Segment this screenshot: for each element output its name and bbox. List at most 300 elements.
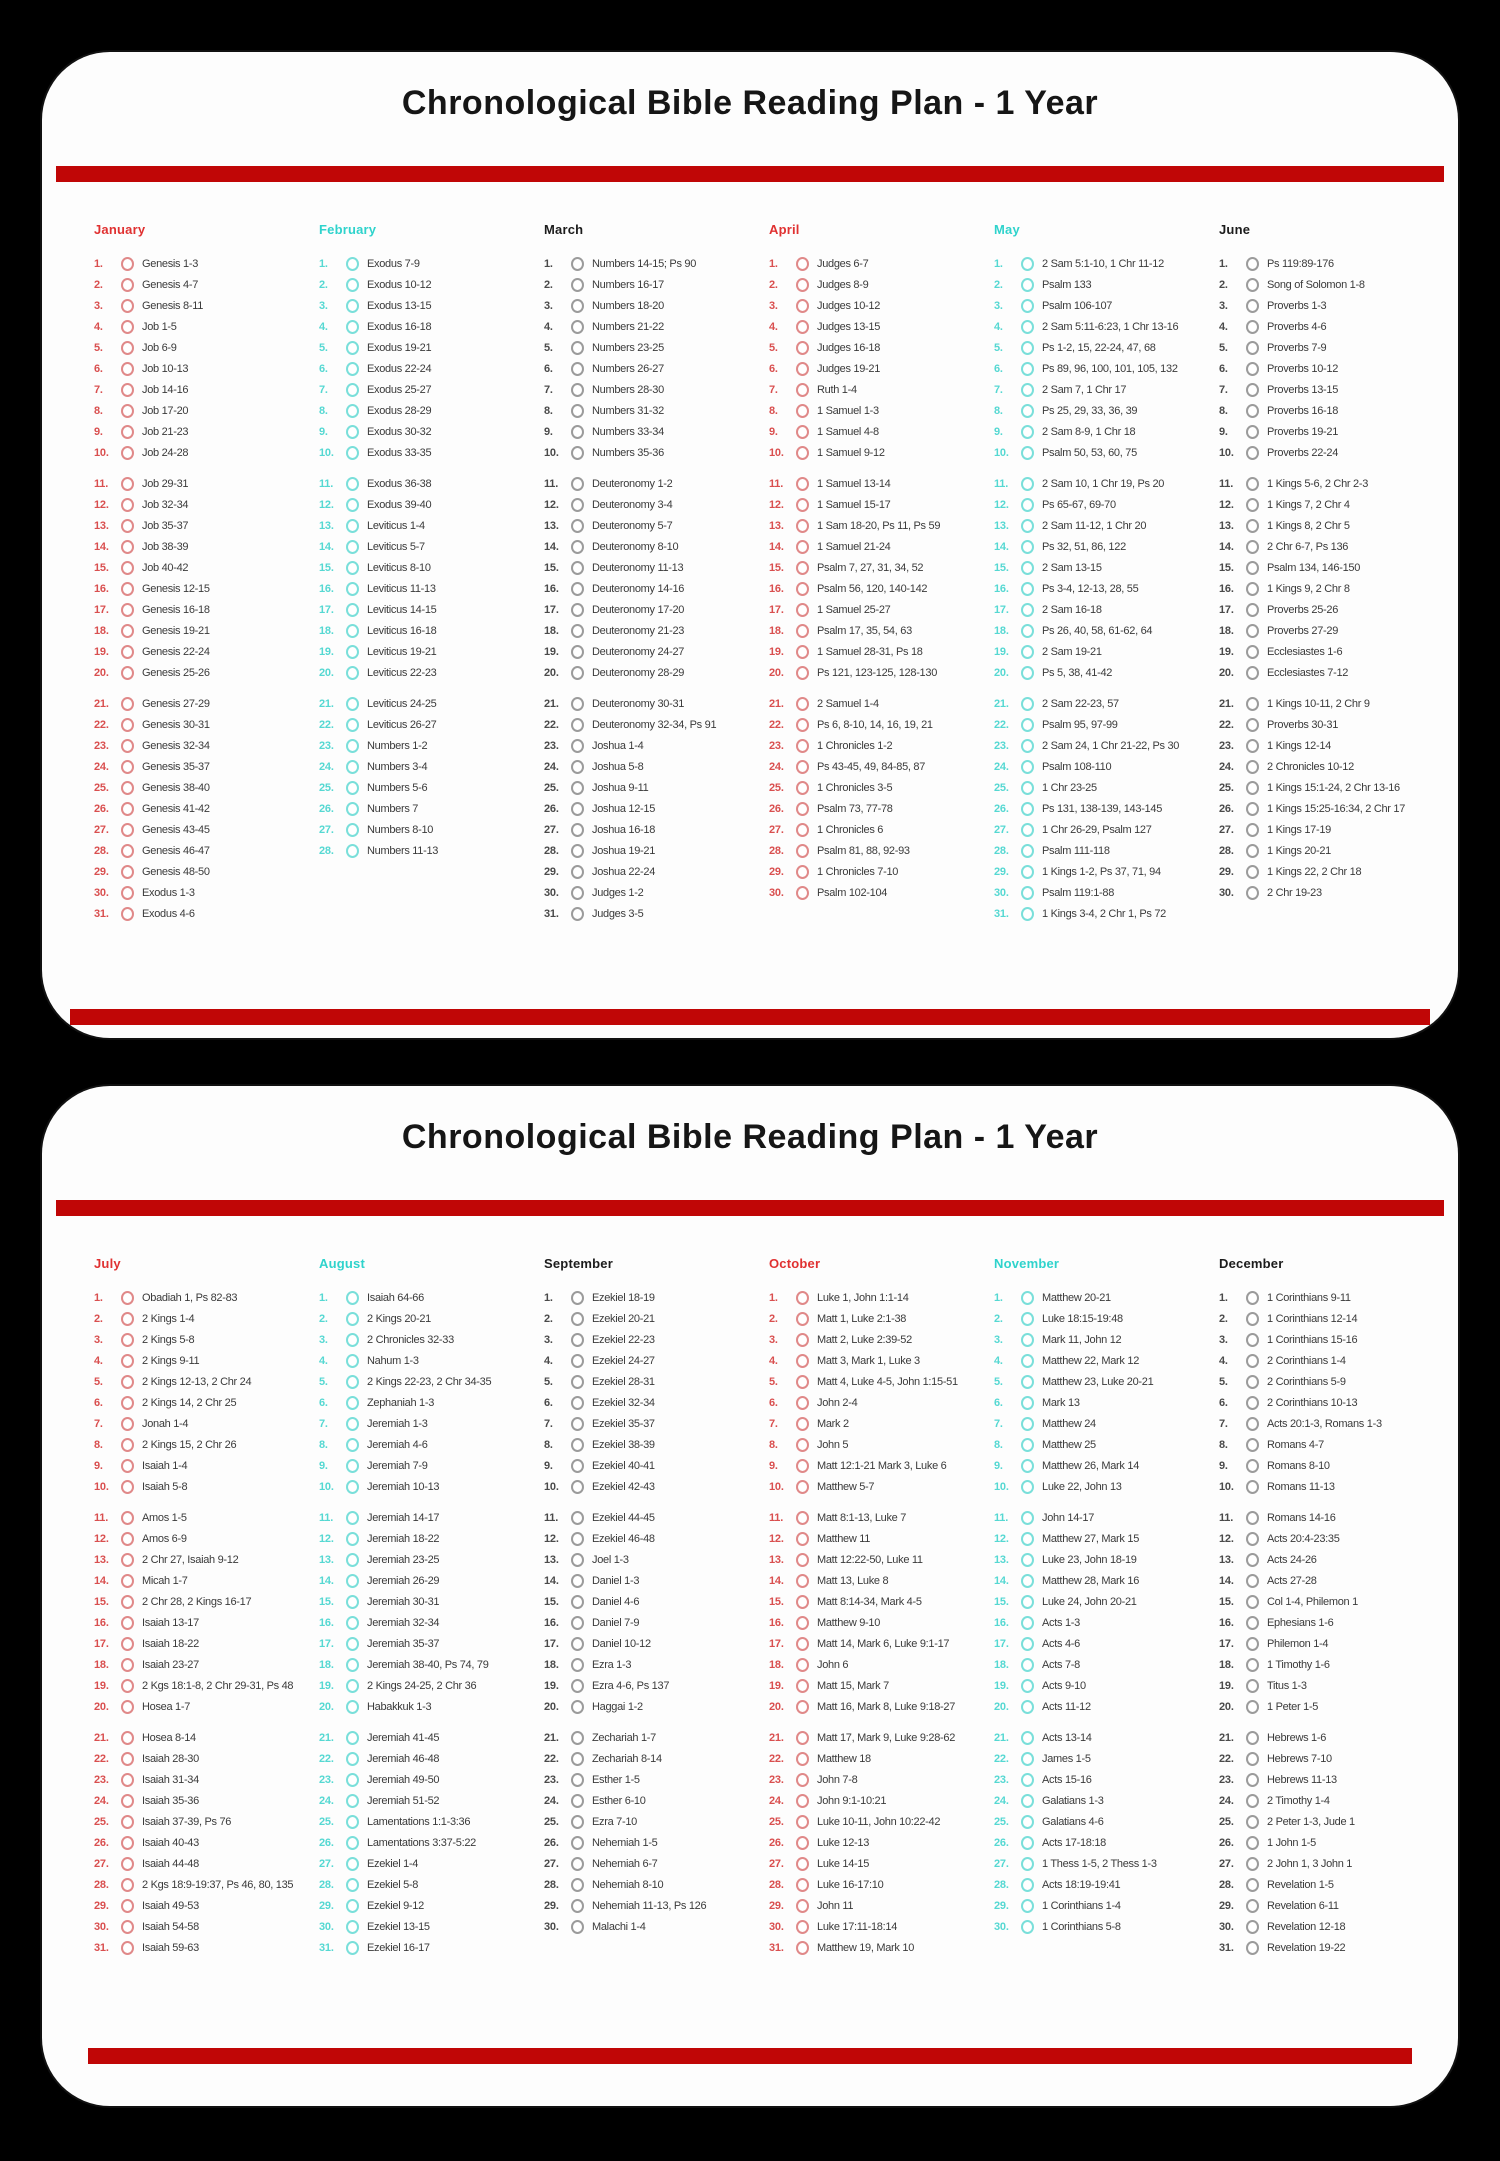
- reading-row: [319, 400, 540, 421]
- day-number: 24.: [94, 1794, 109, 1807]
- reading-row: [769, 578, 990, 599]
- check-circle-icon: [1021, 540, 1034, 554]
- check-circle-icon: [1246, 362, 1259, 376]
- check-circle-icon: [1246, 1773, 1259, 1787]
- day-number: 24.: [544, 1794, 559, 1807]
- reading-text: John 6: [817, 1658, 849, 1671]
- reading-text: Psalm 119:1-88: [1042, 886, 1115, 899]
- reading-row: [1219, 1329, 1440, 1350]
- reading-text: Jeremiah 4-6: [367, 1438, 428, 1451]
- check-circle-icon: [346, 1312, 359, 1326]
- day-number: 16.: [94, 1616, 109, 1629]
- month-header: January: [94, 222, 146, 237]
- day-number: 17.: [319, 603, 334, 616]
- reading-text: Matt 12:1-21 Mark 3, Luke 6: [817, 1459, 947, 1472]
- reading-text: Isaiah 1-4: [142, 1459, 188, 1472]
- reading-row: [544, 578, 765, 599]
- reading-row: [994, 494, 1215, 515]
- reading-row: [1219, 1413, 1440, 1434]
- reading-text: Acts 13-14: [1042, 1731, 1092, 1744]
- reading-row: [319, 1727, 540, 1748]
- day-number: 28.: [94, 844, 109, 857]
- reading-row: [544, 1329, 765, 1350]
- check-circle-icon: [1246, 1595, 1259, 1609]
- reading-text: Jeremiah 23-25: [367, 1553, 440, 1566]
- reading-text: Matthew 19, Mark 10: [817, 1941, 915, 1954]
- reading-row: [994, 1570, 1215, 1591]
- check-circle-icon: [121, 320, 134, 334]
- day-number: 13.: [769, 519, 784, 532]
- reading-row: [94, 735, 315, 756]
- check-circle-icon: [1246, 1396, 1259, 1410]
- check-circle-icon: [1246, 1459, 1259, 1473]
- reading-text: Matt 14, Mark 6, Luke 9:1-17: [817, 1637, 950, 1650]
- reading-text: Exodus 22-24: [367, 362, 432, 375]
- check-circle-icon: [1246, 1658, 1259, 1672]
- reading-row: [319, 1612, 540, 1633]
- day-number: 3.: [994, 299, 1003, 312]
- check-circle-icon: [1021, 1700, 1034, 1714]
- reading-row: [1219, 861, 1440, 882]
- reading-row: [1219, 253, 1440, 274]
- day-number: 10.: [94, 1480, 109, 1493]
- check-circle-icon: [1021, 383, 1034, 397]
- reading-text: 2 Kings 24-25, 2 Chr 36: [367, 1679, 477, 1692]
- reading-row: [1219, 1790, 1440, 1811]
- check-circle-icon: [346, 1700, 359, 1714]
- reading-text: Proverbs 13-15: [1267, 383, 1339, 396]
- day-number: 26.: [94, 802, 109, 815]
- day-number: 3.: [94, 1333, 103, 1346]
- day-number: 21.: [94, 1731, 109, 1744]
- reading-row: [1219, 1895, 1440, 1916]
- reading-text: 1 Chronicles 1-2: [817, 739, 893, 752]
- reading-row: [319, 536, 540, 557]
- reading-row: [769, 379, 990, 400]
- reading-row: [319, 1916, 540, 1937]
- check-circle-icon: [346, 383, 359, 397]
- day-number: 8.: [94, 404, 103, 417]
- check-circle-icon: [121, 383, 134, 397]
- check-circle-icon: [346, 1941, 359, 1955]
- reading-row: [544, 295, 765, 316]
- reading-row: [319, 1895, 540, 1916]
- day-number: 2.: [994, 1312, 1003, 1325]
- reading-text: Acts 1-3: [1042, 1616, 1080, 1629]
- day-number: 25.: [319, 1815, 334, 1828]
- check-circle-icon: [121, 1480, 134, 1494]
- reading-row: [769, 557, 990, 578]
- day-number: 29.: [769, 865, 784, 878]
- check-circle-icon: [346, 718, 359, 732]
- day-number: 27.: [1219, 823, 1234, 836]
- day-number: 8.: [544, 404, 553, 417]
- reading-row: [769, 1874, 990, 1895]
- check-circle-icon: [796, 1574, 809, 1588]
- reading-text: Joshua 16-18: [592, 823, 656, 836]
- reading-text: Revelation 1-5: [1267, 1878, 1334, 1891]
- check-circle-icon: [796, 823, 809, 837]
- reading-row: [994, 693, 1215, 714]
- reading-row: [1219, 1350, 1440, 1371]
- reading-text: Matthew 25: [1042, 1438, 1096, 1451]
- reading-row: [1219, 882, 1440, 903]
- month-header: July: [94, 1256, 121, 1271]
- check-circle-icon: [121, 1899, 134, 1913]
- reading-row: [94, 1287, 315, 1308]
- reading-row: [94, 274, 315, 295]
- reading-row: [319, 1476, 540, 1497]
- reading-text: Psalm 134, 146-150: [1267, 561, 1361, 574]
- check-circle-icon: [121, 844, 134, 858]
- day-number: 16.: [769, 1616, 784, 1629]
- day-number: 17.: [94, 603, 109, 616]
- check-circle-icon: [796, 1417, 809, 1431]
- check-circle-icon: [571, 697, 584, 711]
- reading-row: [319, 693, 540, 714]
- reading-text: Hebrews 1-6: [1267, 1731, 1327, 1744]
- check-circle-icon: [346, 1532, 359, 1546]
- day-number: 29.: [319, 1899, 334, 1912]
- reading-text: Numbers 11-13: [367, 844, 439, 857]
- day-number: 24.: [1219, 1794, 1234, 1807]
- reading-row: [319, 599, 540, 620]
- reading-text: Leviticus 24-25: [367, 697, 437, 710]
- day-number: 22.: [319, 1752, 334, 1765]
- check-circle-icon: [796, 1333, 809, 1347]
- check-circle-icon: [1021, 1312, 1034, 1326]
- day-number: 24.: [319, 760, 334, 773]
- reading-text: Ezra 4-6, Ps 137: [592, 1679, 670, 1692]
- reading-text: Isaiah 28-30: [142, 1752, 199, 1765]
- reading-row: [94, 253, 315, 274]
- reading-row: [94, 1916, 315, 1937]
- check-circle-icon: [796, 1616, 809, 1630]
- reading-text: Titus 1-3: [1267, 1679, 1307, 1692]
- check-circle-icon: [121, 1637, 134, 1651]
- day-number: 29.: [1219, 865, 1234, 878]
- check-circle-icon: [121, 1616, 134, 1630]
- reading-text: Ps 121, 123-125, 128-130: [817, 666, 938, 679]
- day-number: 11.: [319, 477, 334, 490]
- check-circle-icon: [1021, 1836, 1034, 1850]
- reading-row: [1219, 1916, 1440, 1937]
- day-number: 7.: [544, 1417, 553, 1430]
- reading-row: [94, 1329, 315, 1350]
- day-number: 19.: [1219, 1679, 1234, 1692]
- reading-row: [319, 1748, 540, 1769]
- reading-row: [94, 536, 315, 557]
- reading-row: [994, 599, 1215, 620]
- check-circle-icon: [121, 718, 134, 732]
- reading-row: [544, 620, 765, 641]
- reading-text: Luke 16-17:10: [817, 1878, 884, 1891]
- check-circle-icon: [1021, 1920, 1034, 1934]
- reading-text: 1 Corinthians 15-16: [1267, 1333, 1358, 1346]
- reading-row: [769, 1549, 990, 1570]
- reading-row: [769, 1675, 990, 1696]
- reading-row: [769, 1769, 990, 1790]
- reading-row: [769, 641, 990, 662]
- check-circle-icon: [796, 341, 809, 355]
- reading-text: Job 29-31: [142, 477, 189, 490]
- day-number: 20.: [319, 1700, 334, 1713]
- day-number: 11.: [1219, 477, 1234, 490]
- reading-text: 2 Corinthians 1-4: [1267, 1354, 1346, 1367]
- check-circle-icon: [1021, 1731, 1034, 1745]
- check-circle-icon: [571, 446, 584, 460]
- reading-row: [1219, 337, 1440, 358]
- reading-text: 1 Kings 10-11, 2 Chr 9: [1267, 697, 1370, 710]
- check-circle-icon: [1021, 561, 1034, 575]
- check-circle-icon: [571, 624, 584, 638]
- day-number: 13.: [94, 1553, 109, 1566]
- reading-text: Genesis 30-31: [142, 718, 210, 731]
- check-circle-icon: [121, 582, 134, 596]
- reading-text: Matt 8:14-34, Mark 4-5: [817, 1595, 922, 1608]
- reading-row: [994, 400, 1215, 421]
- check-circle-icon: [346, 362, 359, 376]
- page-title: Chronological Bible Reading Plan - 1 Year: [401, 84, 1099, 122]
- check-circle-icon: [796, 624, 809, 638]
- reading-row: [769, 1832, 990, 1853]
- day-number: 10.: [769, 1480, 784, 1493]
- day-number: 31.: [94, 1941, 109, 1954]
- check-circle-icon: [121, 907, 134, 921]
- reading-row: [544, 253, 765, 274]
- day-number: 13.: [1219, 1553, 1234, 1566]
- reading-row: [1219, 1434, 1440, 1455]
- reading-text: Acts 17-18:18: [1042, 1836, 1106, 1849]
- day-number: 22.: [94, 718, 109, 731]
- reading-row: [994, 1371, 1215, 1392]
- reading-text: 1 Corinthians 9-11: [1267, 1291, 1351, 1304]
- day-number: 30.: [544, 886, 559, 899]
- reading-text: Numbers 16-17: [592, 278, 664, 291]
- check-circle-icon: [1021, 865, 1034, 879]
- check-circle-icon: [346, 519, 359, 533]
- day-number: 25.: [544, 1815, 559, 1828]
- day-number: 26.: [1219, 802, 1234, 815]
- reading-row: [94, 400, 315, 421]
- reading-text: 1 Chronicles 7-10: [817, 865, 899, 878]
- day-number: 13.: [994, 1553, 1009, 1566]
- reading-row: [769, 1811, 990, 1832]
- reading-row: [769, 494, 990, 515]
- reading-text: Amos 1-5: [142, 1511, 187, 1524]
- day-number: 5.: [319, 341, 328, 354]
- check-circle-icon: [346, 1878, 359, 1892]
- reading-row: [769, 536, 990, 557]
- check-circle-icon: [1246, 624, 1259, 638]
- check-circle-icon: [571, 1920, 584, 1934]
- reading-text: Ps 119:89-176: [1267, 257, 1334, 270]
- day-number: 4.: [544, 1354, 553, 1367]
- reading-text: 2 Chr 27, Isaiah 9-12: [142, 1553, 239, 1566]
- day-number: 14.: [319, 540, 334, 553]
- reading-row: [1219, 662, 1440, 683]
- check-circle-icon: [346, 425, 359, 439]
- reading-row: [94, 1413, 315, 1434]
- check-circle-icon: [1021, 341, 1034, 355]
- reading-text: Ps 43-45, 49, 84-85, 87: [817, 760, 926, 773]
- reading-row: [544, 515, 765, 536]
- reading-text: Romans 14-16: [1267, 1511, 1336, 1524]
- check-circle-icon: [121, 1878, 134, 1892]
- day-number: 15.: [544, 561, 559, 574]
- check-circle-icon: [121, 760, 134, 774]
- reading-text: Psalm 17, 35, 54, 63: [817, 624, 912, 637]
- check-circle-icon: [796, 844, 809, 858]
- reading-row: [319, 1528, 540, 1549]
- day-number: 11.: [769, 477, 784, 490]
- reading-row: [994, 1633, 1215, 1654]
- reading-row: [1219, 1874, 1440, 1895]
- check-circle-icon: [571, 1553, 584, 1567]
- check-circle-icon: [571, 1857, 584, 1871]
- check-circle-icon: [571, 299, 584, 313]
- check-circle-icon: [1246, 1920, 1259, 1934]
- reading-text: 1 Kings 15:1-24, 2 Chr 13-16: [1267, 781, 1400, 794]
- reading-text: Genesis 32-34: [142, 739, 210, 752]
- reading-text: Psalm 106-107: [1042, 299, 1113, 312]
- day-number: 12.: [319, 1532, 334, 1545]
- reading-row: [994, 473, 1215, 494]
- check-circle-icon: [1246, 341, 1259, 355]
- reading-row: [1219, 1937, 1440, 1958]
- reading-text: Matt 16, Mark 8, Luke 9:18-27: [817, 1700, 956, 1713]
- reading-row: [94, 819, 315, 840]
- check-circle-icon: [121, 362, 134, 376]
- reading-text: John 7-8: [817, 1773, 858, 1786]
- check-circle-icon: [1246, 865, 1259, 879]
- check-circle-icon: [346, 1459, 359, 1473]
- day-number: 28.: [994, 1878, 1009, 1891]
- day-number: 16.: [544, 1616, 559, 1629]
- day-number: 10.: [544, 446, 559, 459]
- reading-text: Matt 1, Luke 2:1-38: [817, 1312, 907, 1325]
- reading-row: [319, 1790, 540, 1811]
- reading-row: [94, 1476, 315, 1497]
- reading-text: Psalm 81, 88, 92-93: [817, 844, 910, 857]
- day-number: 22.: [994, 1752, 1009, 1765]
- reading-text: Exodus 39-40: [367, 498, 432, 511]
- day-number: 21.: [94, 697, 109, 710]
- reading-row: [94, 1832, 315, 1853]
- check-circle-icon: [346, 645, 359, 659]
- day-number: 16.: [319, 582, 334, 595]
- day-number: 20.: [1219, 1700, 1234, 1713]
- reading-row: [994, 1696, 1215, 1717]
- reading-text: 2 Corinthians 5-9: [1267, 1375, 1346, 1388]
- check-circle-icon: [796, 781, 809, 795]
- reading-text: Ecclesiastes 1-6: [1267, 645, 1343, 658]
- check-circle-icon: [571, 1836, 584, 1850]
- day-number: 22.: [769, 1752, 784, 1765]
- day-number: 23.: [994, 1773, 1009, 1786]
- reading-row: [1219, 379, 1440, 400]
- check-circle-icon: [571, 1752, 584, 1766]
- day-number: 28.: [1219, 844, 1234, 857]
- day-number: 8.: [769, 404, 778, 417]
- check-circle-icon: [1021, 1333, 1034, 1347]
- day-number: 8.: [319, 404, 328, 417]
- plan-card-bottom: [42, 1086, 1458, 2106]
- check-circle-icon: [1246, 1899, 1259, 1913]
- reading-text: Ps 3-4, 12-13, 28, 55: [1042, 582, 1139, 595]
- check-circle-icon: [796, 865, 809, 879]
- day-number: 15.: [994, 561, 1009, 574]
- day-number: 26.: [1219, 1836, 1234, 1849]
- reading-row: [769, 1392, 990, 1413]
- reading-text: Leviticus 19-21: [367, 645, 437, 658]
- reading-row: [544, 882, 765, 903]
- reading-text: 2 Kings 5-8: [142, 1333, 195, 1346]
- reading-text: Judges 6-7: [817, 257, 869, 270]
- reading-row: [544, 1874, 765, 1895]
- reading-row: [1219, 1811, 1440, 1832]
- reading-text: Deuteronomy 3-4: [592, 498, 673, 511]
- reading-text: Col 1-4, Philemon 1: [1267, 1595, 1358, 1608]
- check-circle-icon: [1246, 519, 1259, 533]
- reading-text: Leviticus 5-7: [367, 540, 425, 553]
- reading-row: [769, 756, 990, 777]
- check-circle-icon: [121, 624, 134, 638]
- reading-text: Joshua 19-21: [592, 844, 656, 857]
- check-circle-icon: [1021, 257, 1034, 271]
- check-circle-icon: [796, 1920, 809, 1934]
- check-circle-icon: [571, 1312, 584, 1326]
- check-circle-icon: [796, 1375, 809, 1389]
- reading-row: [94, 421, 315, 442]
- reading-row: [994, 1612, 1215, 1633]
- check-circle-icon: [571, 739, 584, 753]
- check-circle-icon: [346, 1679, 359, 1693]
- day-number: 22.: [994, 718, 1009, 731]
- reading-text: Job 17-20: [142, 404, 189, 417]
- day-number: 9.: [1219, 1459, 1228, 1472]
- day-number: 1.: [1219, 1291, 1228, 1304]
- reading-row: [319, 1371, 540, 1392]
- reading-text: 1 Kings 20-21: [1267, 844, 1331, 857]
- reading-row: [94, 316, 315, 337]
- check-circle-icon: [1246, 823, 1259, 837]
- reading-text: Judges 10-12: [817, 299, 881, 312]
- reading-row: [1219, 515, 1440, 536]
- check-circle-icon: [346, 582, 359, 596]
- day-number: 2.: [544, 1312, 553, 1325]
- reading-text: Ezekiel 38-39: [592, 1438, 655, 1451]
- reading-text: 1 Chr 26-29, Psalm 127: [1042, 823, 1152, 836]
- reading-row: [94, 1790, 315, 1811]
- reading-text: 2 Sam 13-15: [1042, 561, 1102, 574]
- reading-row: [769, 599, 990, 620]
- check-circle-icon: [796, 404, 809, 418]
- check-circle-icon: [121, 802, 134, 816]
- check-circle-icon: [571, 645, 584, 659]
- reading-text: 2 Chr 28, 2 Kings 16-17: [142, 1595, 252, 1608]
- reading-row: [769, 1633, 990, 1654]
- reading-row: [994, 1434, 1215, 1455]
- reading-text: 2 Sam 11-12, 1 Chr 20: [1042, 519, 1147, 532]
- reading-row: [1219, 641, 1440, 662]
- reading-row: [994, 662, 1215, 683]
- day-number: 8.: [544, 1438, 553, 1451]
- reading-row: [319, 1874, 540, 1895]
- reading-row: [544, 1392, 765, 1413]
- reading-text: 1 Samuel 4-8: [817, 425, 879, 438]
- reading-row: [319, 777, 540, 798]
